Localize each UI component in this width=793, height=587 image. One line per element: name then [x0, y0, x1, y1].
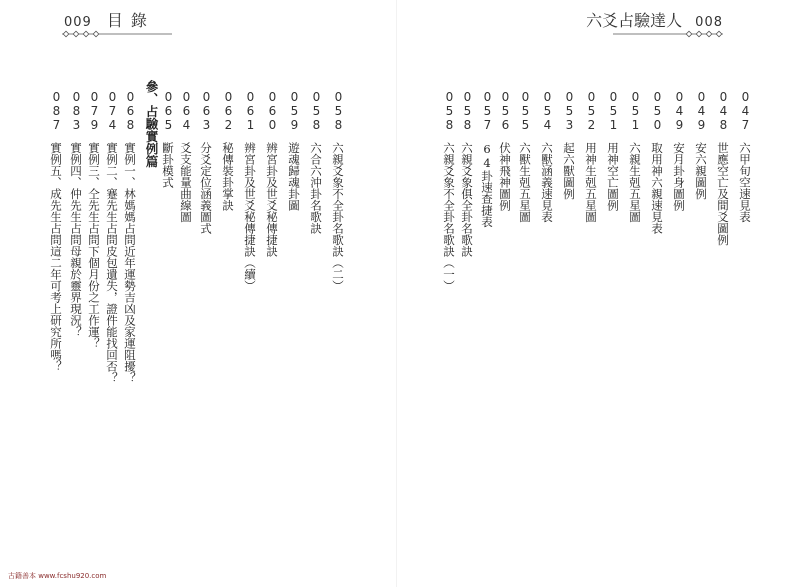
right-page-title: 六爻占驗達人: [586, 11, 683, 30]
toc-title: 六親爻象不全卦名歌訣（一）: [442, 142, 456, 292]
toc-page-number: 055: [518, 90, 533, 132]
toc-entry: [104, 90, 120, 384]
toc-entry: [517, 90, 533, 223]
toc-page-number: 051: [628, 90, 643, 132]
toc-title: 實例五、成先生占問這二年可考上研究所嗎？: [49, 142, 63, 372]
watermark-footer: 古籍善本 www.fcshu920.com: [8, 572, 107, 580]
toc-entry: [178, 90, 194, 223]
toc-page-number: 058: [309, 90, 324, 132]
toc-page-number: 058: [460, 90, 475, 132]
toc-page-number: 061: [243, 90, 258, 132]
toc-page-number: 063: [199, 90, 214, 132]
toc-title: 秘傳裝卦掌訣: [221, 142, 235, 211]
toc-entry: [122, 90, 138, 384]
toc-entry: [715, 90, 731, 246]
toc-title: 實例四、仲先生占問母親於靈界現況？: [69, 142, 83, 338]
toc-title: 辨宮卦及世爻秘傳捷訣（續）: [243, 142, 257, 292]
toc-page-number: 058: [442, 90, 457, 132]
toc-title: 斷卦模式: [161, 142, 175, 188]
toc-title: 六甲旬空速見表: [738, 142, 752, 223]
toc-title: 六親爻象不全卦名歌訣（二）: [331, 142, 345, 292]
toc-entry: [198, 90, 214, 234]
right-header-ornament: [613, 30, 723, 38]
toc-page-number: 068: [123, 90, 138, 132]
toc-page-number: 062: [221, 90, 236, 132]
toc-entry: [479, 90, 495, 228]
toc-page-number: 087: [49, 90, 64, 132]
toc-title: 64卦速查捷表: [480, 142, 494, 228]
toc-entry: [583, 90, 599, 223]
toc-entry: [86, 90, 102, 349]
toc-entry: [737, 90, 753, 223]
toc-page-number: 052: [584, 90, 599, 132]
toc-page-number: 050: [650, 90, 665, 132]
toc-entry: [68, 90, 84, 338]
toc-page-number: 051: [606, 90, 621, 132]
toc-entry: [264, 90, 280, 257]
toc-title: 世應空亡及間爻圖例: [716, 142, 730, 246]
toc-page-number: 049: [694, 90, 709, 132]
toc-page-number: 053: [562, 90, 577, 132]
toc-page-number: 054: [540, 90, 555, 132]
toc-page-number: 083: [69, 90, 84, 132]
toc-title: 六合六沖卦名歌訣: [309, 142, 323, 234]
toc-page-number: 065: [161, 90, 176, 132]
toc-title: 伏神飛神圖例: [498, 142, 512, 211]
toc-entry: [160, 90, 176, 188]
toc-entry: [48, 90, 64, 372]
toc-entry: [605, 90, 621, 211]
toc-entry: [497, 90, 513, 211]
toc-entry: [441, 90, 457, 292]
left-page-header: [64, 8, 155, 31]
toc-entry: [286, 90, 302, 211]
left-page-number: 009: [64, 15, 92, 30]
toc-page-number: 059: [287, 90, 302, 132]
toc-entry: [539, 90, 555, 223]
toc-entry: [242, 90, 258, 292]
toc-title: 辨宮卦及世爻秘傳捷訣: [265, 142, 279, 257]
toc-page-number: 064: [179, 90, 194, 132]
toc-page-number: 060: [265, 90, 280, 132]
right-page-number: 008: [695, 15, 723, 30]
toc-title: 實例三、仝先生占問下個月份之工作運？: [87, 142, 101, 349]
toc-title: 六獸涵義速見表: [540, 142, 554, 223]
toc-entry: [220, 90, 236, 211]
toc-page-number: 048: [716, 90, 731, 132]
toc-entry: [649, 90, 665, 234]
toc-page-number: 079: [87, 90, 102, 132]
toc-title: 實例二、蹇先生占問皮包遺失，證件能找回否？: [105, 142, 119, 384]
right-page-header: [586, 8, 723, 31]
toc-entry: [330, 90, 346, 292]
book-gutter: [396, 0, 397, 587]
toc-title: 分爻定位涵義圖式: [199, 142, 213, 234]
toc-title: 六親爻象俱全卦名歌訣: [460, 142, 474, 257]
toc-title: 起六獸圖例: [562, 142, 576, 200]
toc-title: 遊魂歸魂卦圖: [287, 142, 301, 211]
toc-title: 用神生剋五星圖: [584, 142, 598, 223]
toc-title: 爻支能量曲線圖: [179, 142, 193, 223]
toc-page-number: 049: [672, 90, 687, 132]
toc-page-number: 058: [331, 90, 346, 132]
toc-title: 實例一、林媽媽占問近年運勢吉凶及家運阻擾？: [123, 142, 137, 384]
toc-entry: [459, 90, 475, 257]
toc-page-number: 047: [738, 90, 753, 132]
toc-entry: [308, 90, 324, 234]
section-heading: 參、占驗實例篇: [144, 80, 159, 168]
toc-title: 用神空亡圖例: [606, 142, 620, 211]
toc-page-number: 074: [105, 90, 120, 132]
toc-page-number: 057: [480, 90, 495, 132]
toc-title: 六親生剋五星圖: [628, 142, 642, 223]
toc-title: 安六親圖例: [694, 142, 708, 200]
left-header-ornament: [62, 30, 172, 38]
toc-title: 六獸生剋五星圖: [518, 142, 532, 223]
toc-title: 安月卦身圖例: [672, 142, 686, 211]
toc-entry: [671, 90, 687, 211]
toc-entry: [627, 90, 643, 223]
toc-page-number: 056: [498, 90, 513, 132]
toc-title: 取用神六親速見表: [650, 142, 664, 234]
toc-entry: [693, 90, 709, 200]
left-page-title: 目錄: [106, 11, 155, 30]
toc-entry: [561, 90, 577, 200]
